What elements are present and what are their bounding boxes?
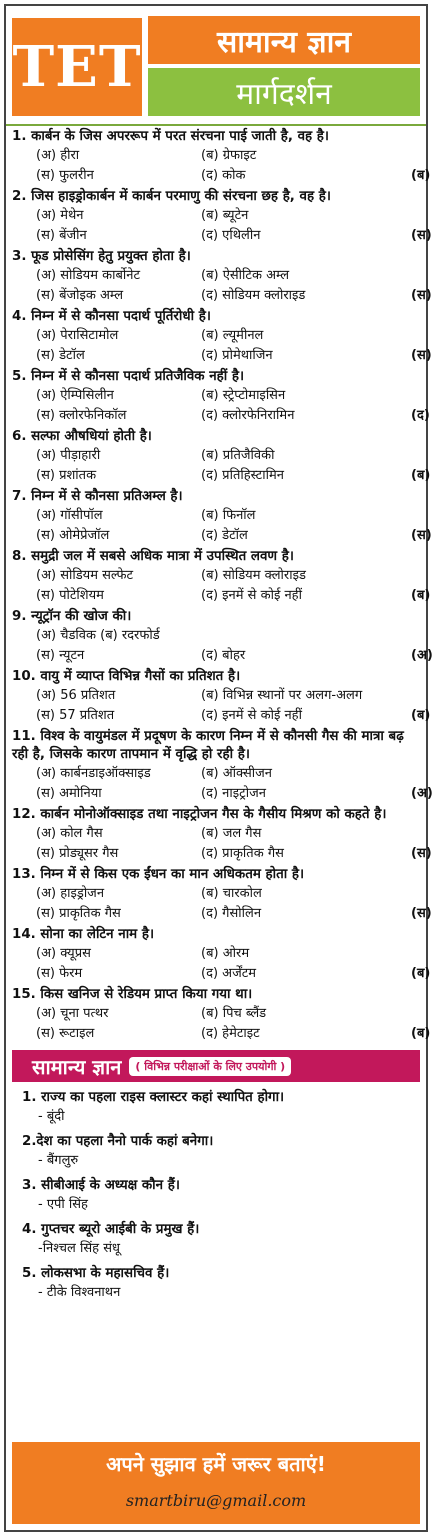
option-c: (स) 57 प्रतिशत [36, 708, 115, 723]
gk-question: 4. गुप्तचर ब्यूरो आईबी के प्रमुख हैं। [22, 1222, 200, 1237]
question-item [6, 728, 433, 804]
gk-answer: - टीके विश्वनाथन [38, 1285, 121, 1300]
answer-key: (ब) [411, 966, 431, 981]
answer-key: (अ) [411, 648, 433, 663]
question-item [6, 188, 432, 246]
options-grid [12, 566, 431, 606]
question-text: 3. फूड प्रोसेसिंग हेतु प्रयुक्त होता है। [12, 249, 191, 264]
section2-banner [12, 1050, 420, 1082]
answer-key: (ब) [411, 708, 431, 723]
answer-key: (अ) [411, 786, 433, 801]
option-c: (स) बेंजोइक अम्ल [36, 288, 124, 303]
option-b: (ब) स्ट्रेप्टोमाइसिन [201, 388, 286, 403]
option-a: (अ) ऐम्पिसिलीन [36, 388, 114, 403]
option-a: (अ) मेथेन [36, 208, 84, 223]
option-b: (ब) ओरम [201, 946, 250, 961]
question-list [6, 128, 433, 1044]
gk-answer: - बैंगलुरु [38, 1153, 79, 1168]
options-grid [12, 944, 431, 984]
option-c: (स) फेरम [36, 966, 83, 981]
question-text: 4. निम्न में से कौनसा पदार्थ पूर्तिरोधी है। [12, 309, 211, 324]
question-item [6, 368, 430, 426]
option-a: (अ) सोडियम कार्बोनेट [36, 268, 141, 283]
gk-item [6, 1221, 426, 1258]
option-b: (ब) प्रतिजैविकी [201, 448, 275, 463]
option-c: (स) न्यूटन [36, 648, 85, 663]
answer-key: (स) [411, 846, 432, 861]
gk-answer: - बूंदी [38, 1109, 65, 1124]
option-c: (स) डेटॉल [36, 348, 85, 363]
option-a: (अ) कोल गैस [36, 826, 103, 841]
option-b: (ब) ल्यूमीनल [201, 328, 264, 343]
question-text: 1. कार्बन के जिस अपररूप में परत संरचना पाई जाती है, वह है। [12, 129, 329, 144]
footer-email: smartbiru@gmail.com [12, 1491, 420, 1510]
option-a: (अ) चूना पत्थर [36, 1006, 109, 1021]
option-d: (द) अर्जेंटम [201, 966, 257, 981]
option-a: (अ) चैडविक (ब) रदरफोर्ड [36, 628, 160, 643]
gk-list [6, 1089, 426, 1302]
answer-key: (स) [411, 528, 432, 543]
option-c: (स) क्लोरफेनिकॉल [36, 408, 127, 423]
option-d: (द) प्रतिहिस्टामिन [201, 468, 284, 483]
option-a: (अ) सोडियम सल्फेट [36, 568, 134, 583]
gk-item [6, 1089, 426, 1126]
options-grid [12, 626, 433, 666]
answer-key: (स) [411, 228, 432, 243]
option-d: (द) प्रोमेथाजिन [201, 348, 273, 363]
options-grid [12, 824, 432, 864]
option-b: (ब) ग्रेफाइट [201, 148, 257, 163]
question-item [6, 248, 432, 306]
gk-question: 2.देश का पहला नैनो पार्क कहां बनेगा। [22, 1134, 214, 1149]
option-d: (द) इनमें से कोई नहीं [201, 588, 302, 603]
option-a: (अ) पीड़ाहारी [36, 448, 101, 463]
question-item [6, 866, 432, 924]
answer-key: (स) [411, 906, 432, 921]
option-c: (स) फुलरीन [36, 168, 94, 183]
option-c: (स) पोटेशियम [36, 588, 104, 603]
options-grid [12, 884, 432, 924]
gk-question: 3. सीबीआई के अध्यक्ष कौन हैं। [22, 1178, 180, 1193]
question-text: 9. न्यूट्रॉन की खोज की। [12, 609, 132, 624]
answer-key: (स) [411, 288, 432, 303]
section2-tag: ( विभिन्न परीक्षाओं के लिए उपयोगी ) [129, 1057, 291, 1076]
question-text: 15. किस खनिज से रेडियम प्राप्त किया गया था। [12, 987, 253, 1002]
footer [12, 1442, 420, 1524]
option-b: (ब) पिच ब्लैंड [201, 1006, 267, 1021]
answer-key: (स) [411, 348, 432, 363]
options-grid [12, 386, 430, 426]
question-text: 6. सल्फा औषधियां होती है। [12, 429, 152, 444]
question-item [6, 488, 432, 546]
question-text: 8. समुद्री जल में सबसे अधिक मात्रा में उपस्थित लवण है। [12, 549, 294, 564]
option-d: (द) कोक [201, 168, 246, 183]
option-d: (द) गैसोलिन [201, 906, 262, 921]
option-a: (अ) 56 प्रतिशत [36, 688, 116, 703]
question-text: 10. वायु में व्याप्त विभिन्न गैसों का प्रतिशत है। [12, 669, 241, 684]
question-item [6, 608, 433, 666]
option-d: (द) बोहर [201, 648, 246, 663]
option-a: (अ) क्यूप्रस [36, 946, 91, 961]
option-b: (ब) सोडियम क्लोराइड [201, 568, 306, 583]
question-item [6, 806, 432, 864]
option-b: (ब) ऐसीटिक अम्ल [201, 268, 290, 283]
question-text: 5. निम्न में से कौनसा पदार्थ प्रतिजैविक नहीं है। [12, 369, 245, 384]
question-item [6, 308, 432, 366]
question-item [6, 926, 431, 984]
gk-item [6, 1265, 426, 1302]
options-grid [12, 764, 433, 804]
options-grid [12, 686, 431, 726]
gk-item [6, 1133, 426, 1170]
gk-question: 5. लोकसभा के महासचिव हैं। [22, 1266, 170, 1281]
option-c: (स) प्रशांतक [36, 468, 97, 483]
answer-key: (ब) [411, 1026, 431, 1041]
option-d: (द) डेटॉल [201, 528, 248, 543]
options-grid [12, 146, 431, 186]
question-item [6, 548, 431, 606]
option-d: (द) एथिलीन [201, 228, 261, 243]
option-b: (ब) विभिन्न स्थानों पर अलग-अलग [201, 688, 363, 703]
option-d: (द) प्राकृतिक गैस [201, 846, 284, 861]
gk-question: 1. राज्य का पहला राइस क्लास्टर कहां स्थापित होगा। [22, 1090, 285, 1105]
option-c: (स) ओमेप्रेजॉल [36, 528, 110, 543]
option-c: (स) प्रोड्यूसर गैस [36, 846, 119, 861]
question-text: 7. निम्न में से कौनसा प्रतिअम्ल है। [12, 489, 183, 504]
question-text: 2. जिस हाइड्रोकार्बन में कार्बन परमाणु की संरचना छह है, वह है। [12, 189, 331, 204]
option-a: (अ) पेरासिटामोल [36, 328, 119, 343]
options-grid [12, 326, 432, 366]
option-d: (द) सोडियम क्लोराइड [201, 288, 306, 303]
question-item [6, 128, 431, 186]
options-grid [12, 206, 432, 246]
question-item [6, 428, 431, 486]
answer-key: (ब) [411, 588, 431, 603]
header-title: सामान्य ज्ञान [148, 16, 420, 64]
header [6, 6, 426, 126]
question-item [6, 986, 431, 1044]
question-text: 11. विश्व के वायुमंडल में प्रदूषण के कारण निम्न में से कौनसी गैस की मात्रा बढ़ रही है, जिसके कारण तापमान में वृद्धि हो रही है। [12, 729, 404, 762]
option-c: (स) बेंजीन [36, 228, 87, 243]
option-d: (द) इनमें से कोई नहीं [201, 708, 302, 723]
option-a: (अ) कार्बनडाइऑक्साइड [36, 766, 151, 781]
section2-title: सामान्य ज्ञान [32, 1054, 122, 1079]
option-b: (ब) ब्यूटेन [201, 208, 249, 223]
newspaper-column [4, 4, 433, 1532]
options-grid [12, 446, 431, 486]
options-grid [12, 506, 432, 546]
option-d: (द) क्लोरफेनिरामिन [201, 408, 295, 423]
option-b [201, 626, 411, 646]
question-text: 13. निम्न में से किस एक ईंधन का मान अधिकतम होता है। [12, 867, 305, 882]
options-grid [12, 1004, 431, 1044]
answer-key: (द) [411, 408, 430, 423]
gk-answer: -निश्चल सिंह संधू [38, 1241, 120, 1256]
option-b: (ब) फिनॉल [201, 508, 256, 523]
answer-key: (ब) [411, 168, 431, 183]
question-item [6, 668, 431, 726]
option-d: (द) नाइट्रोजन [201, 786, 266, 801]
option-a: (अ) हीरा [36, 148, 80, 163]
option-c: (स) प्राकृतिक गैस [36, 906, 121, 921]
option-c: (स) रूटाइल [36, 1026, 95, 1041]
footer-message: अपने सुझाव हमें जरूर बताएं! [106, 1452, 326, 1476]
question-text: 14. सोना का लेटिन नाम है। [12, 927, 155, 942]
gk-item [6, 1177, 426, 1214]
option-c: (स) अमोनिया [36, 786, 102, 801]
option-b: (ब) जल गैस [201, 826, 262, 841]
options-grid [12, 266, 432, 306]
header-subtitle: मार्गदर्शन [148, 68, 420, 116]
answer-key: (ब) [411, 468, 431, 483]
tet-logo: TET [12, 18, 142, 116]
option-b: (ब) ऑक्सीजन [201, 766, 273, 781]
option-d: (द) हेमेटाइट [201, 1026, 260, 1041]
option-b: (ब) चारकोल [201, 886, 262, 901]
option-a: (अ) हाइड्रोजन [36, 886, 105, 901]
option-a: (अ) गॉसीपॉल [36, 508, 103, 523]
gk-answer: - एपी सिंह [38, 1197, 88, 1212]
question-text: 12. कार्बन मोनोऑक्साइड तथा नाइट्रोजन गैस के गैसीय मिश्रण को कहते है। [12, 807, 387, 822]
